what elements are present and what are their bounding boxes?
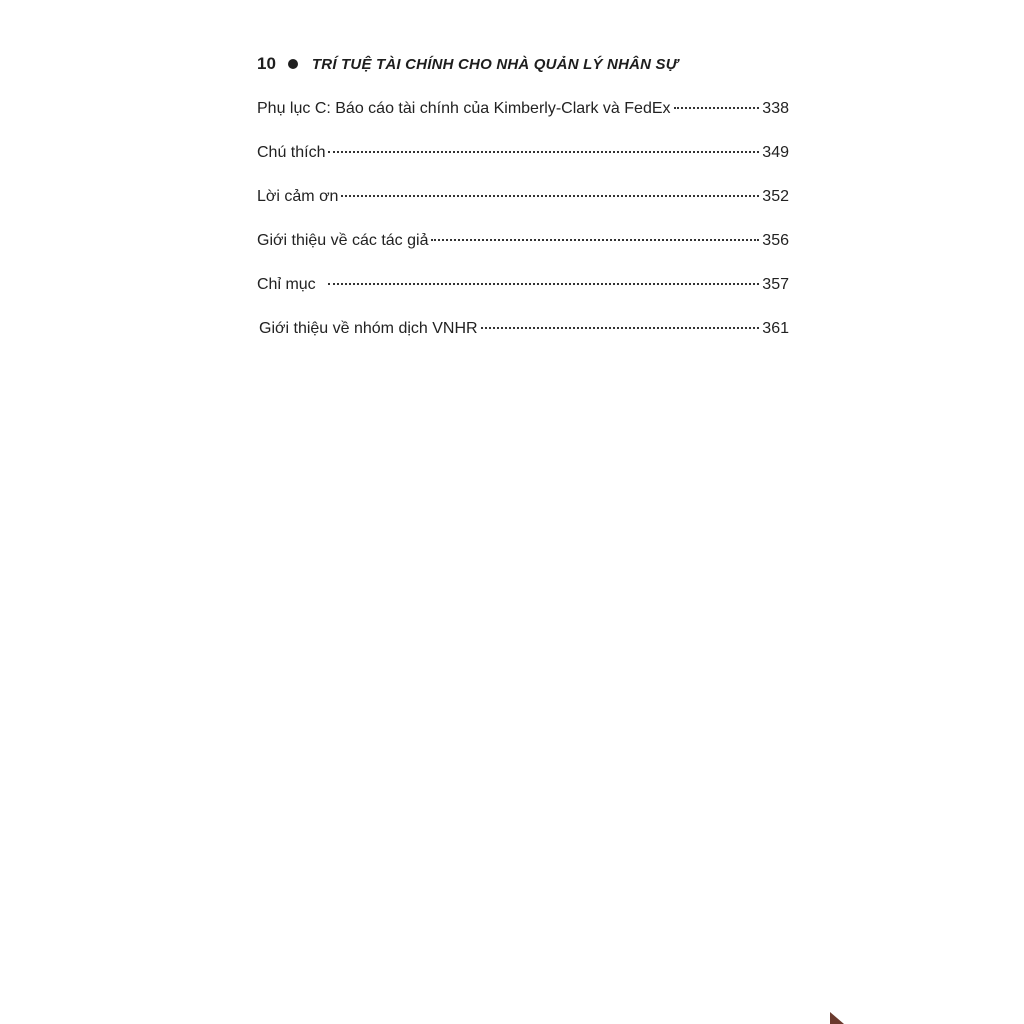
toc-entry-page: 361 xyxy=(762,320,789,337)
book-title: TRÍ TUỆ TÀI CHÍNH CHO NHÀ QUẢN LÝ NHÂN SỰ xyxy=(311,55,679,73)
toc-entry-title: Giới thiệu về các tác giả xyxy=(257,232,429,249)
dot-leader xyxy=(341,195,759,197)
corner-marker-icon xyxy=(830,1012,844,1024)
dot-leader xyxy=(328,151,759,153)
toc-entry-index xyxy=(257,276,789,320)
toc-entry-page: 338 xyxy=(762,100,789,117)
dot-leader xyxy=(674,107,760,109)
toc-entry-title: Chỉ mục xyxy=(257,276,316,293)
toc-entry-title: Chú thích xyxy=(257,144,326,161)
toc-entry-title: Giới thiệu về nhóm dịch VNHR xyxy=(259,320,478,337)
dot-leader xyxy=(431,239,759,241)
toc-entry-appendix-c xyxy=(257,100,789,144)
toc-entry-page: 357 xyxy=(762,276,789,293)
toc-entry-title: Phụ lục C: Báo cáo tài chính của Kimberly-Clark và FedEx xyxy=(257,100,671,117)
bullet-icon xyxy=(288,59,298,69)
toc-entry-page: 349 xyxy=(762,144,789,161)
dot-leader xyxy=(328,283,760,285)
toc-entry-title: Lời cảm ơn xyxy=(257,188,339,205)
toc-entry-page: 356 xyxy=(762,232,789,249)
table-of-contents xyxy=(257,100,789,364)
toc-entry-translators xyxy=(257,320,789,364)
running-header xyxy=(257,52,678,76)
toc-entry-page: 352 xyxy=(762,188,789,205)
toc-entry-acknowledgements xyxy=(257,188,789,232)
toc-entry-notes xyxy=(257,144,789,188)
page-number: 10 xyxy=(257,54,276,73)
toc-entry-about-authors xyxy=(257,232,789,276)
dot-leader xyxy=(481,327,760,329)
